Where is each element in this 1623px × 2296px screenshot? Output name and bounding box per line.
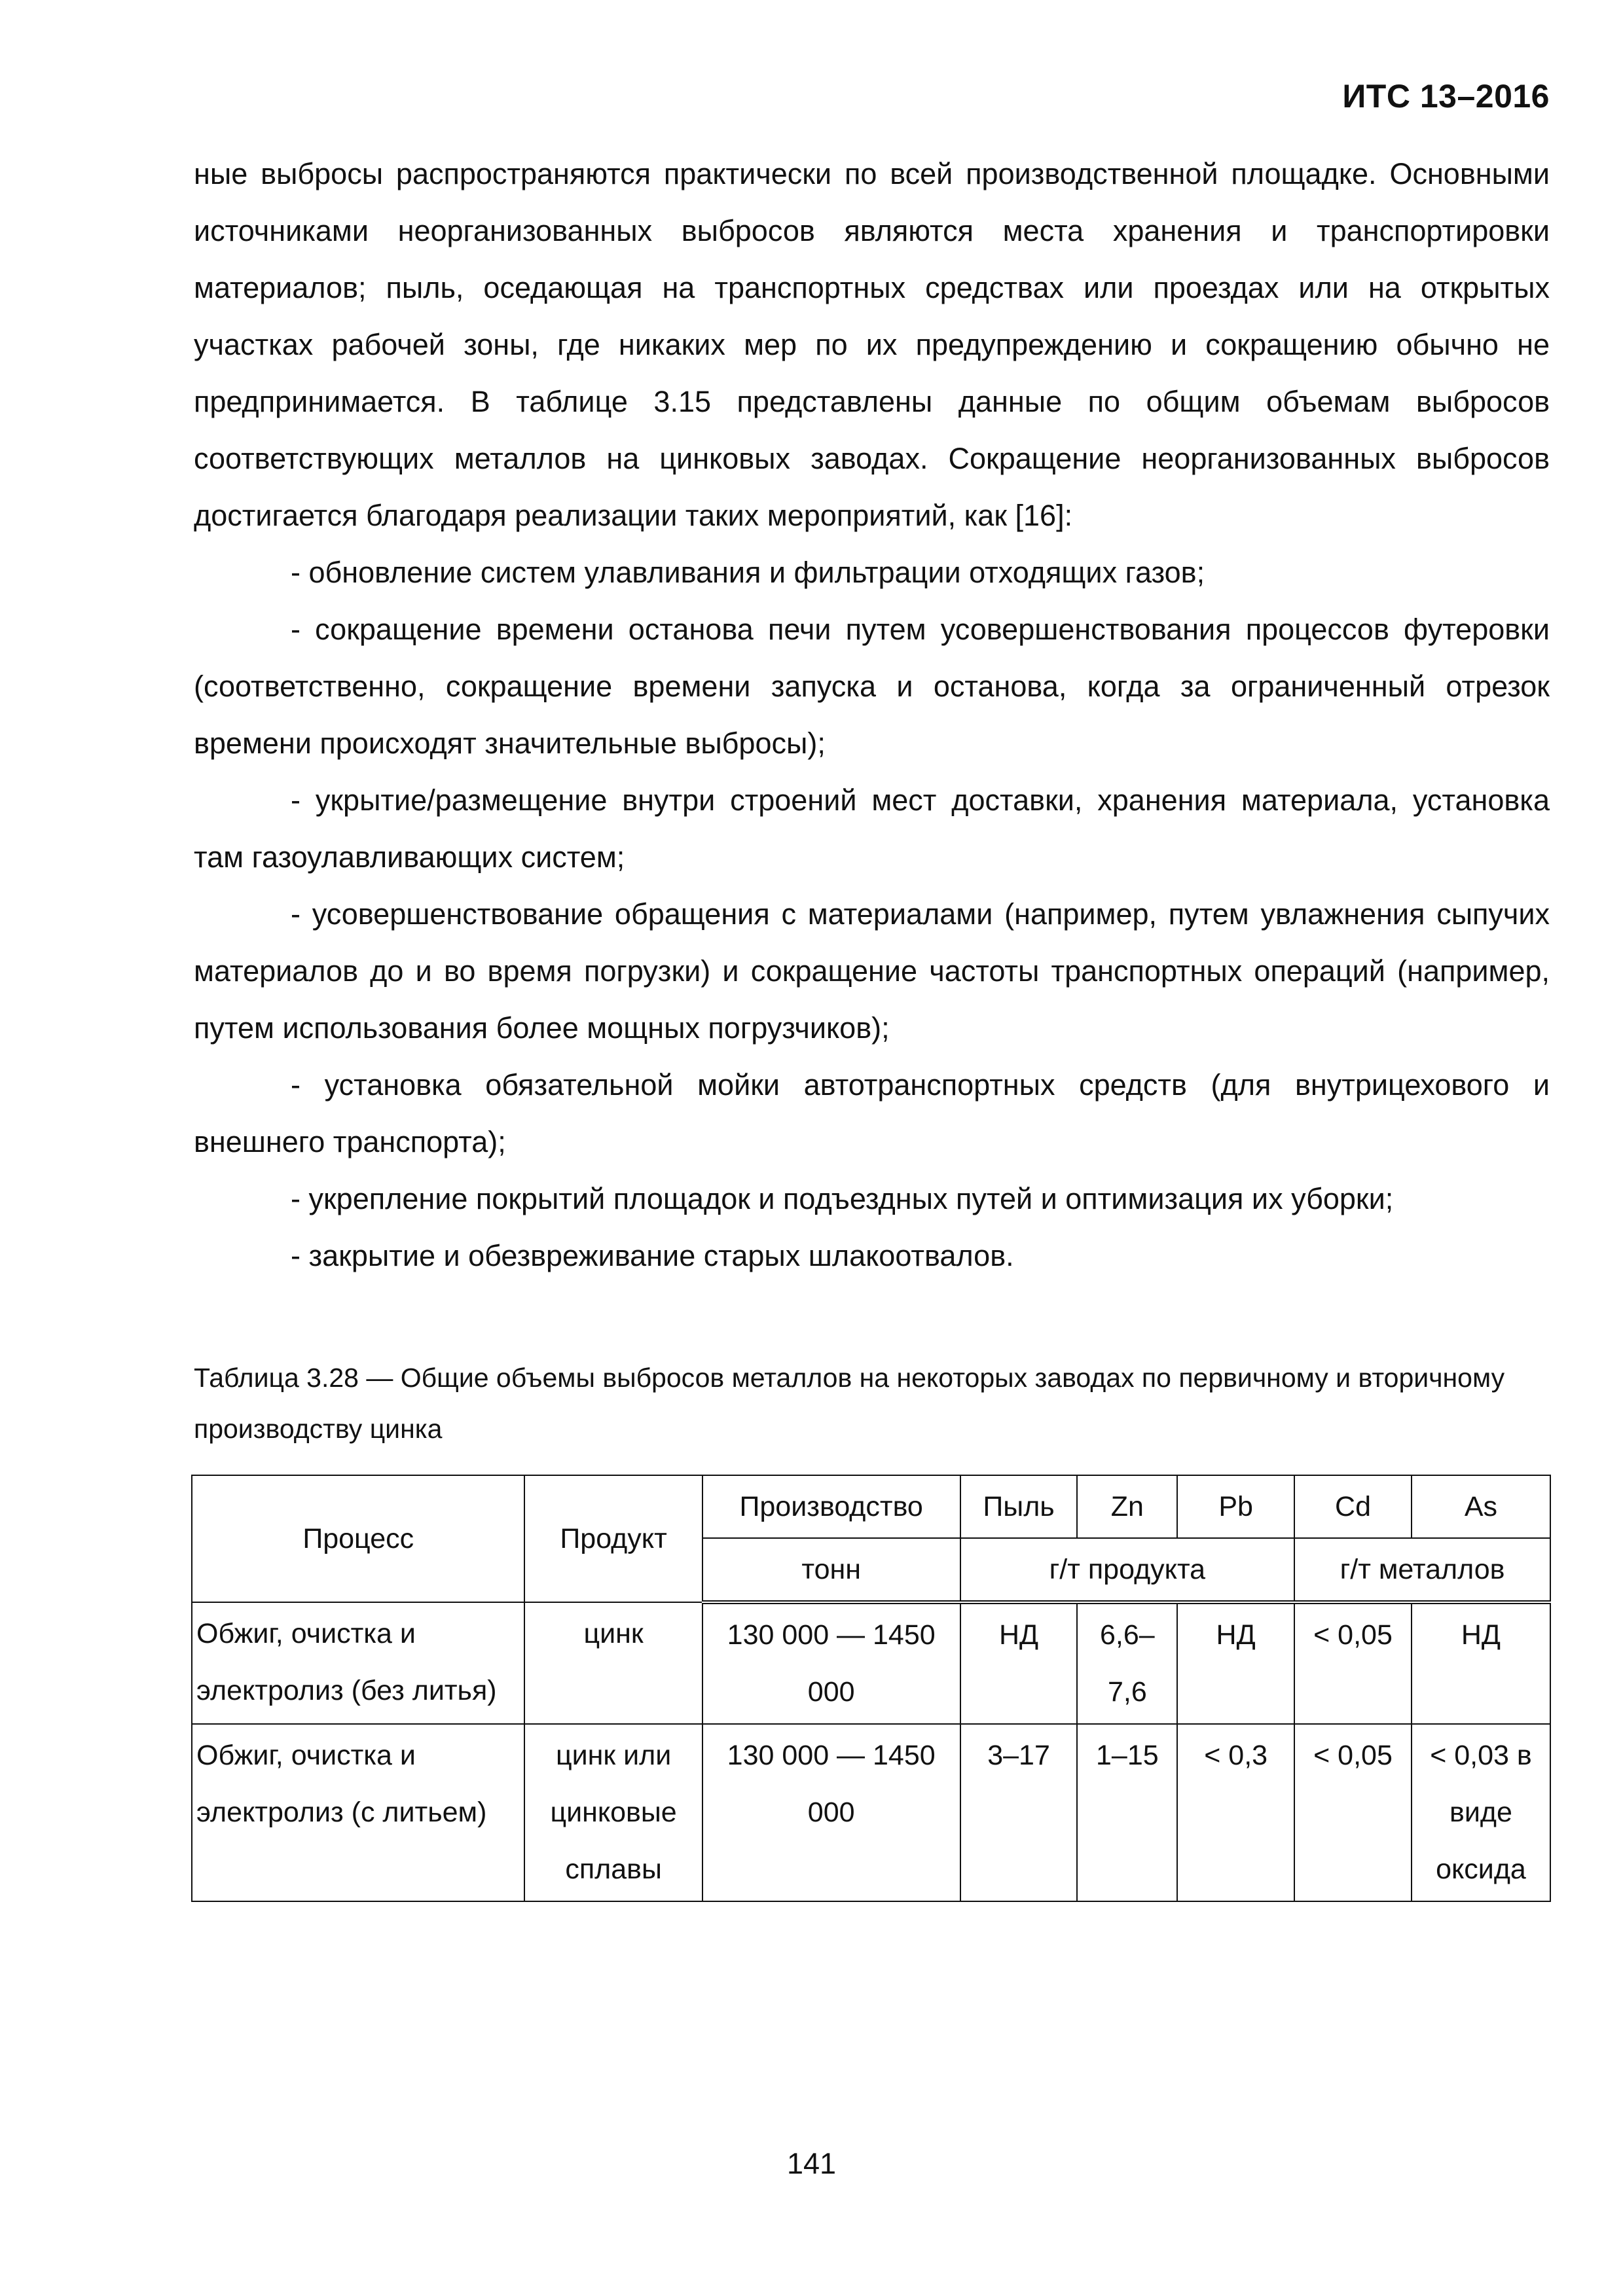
cell-process: Обжиг, очистка и электролиз (без литья) (192, 1602, 524, 1724)
cell-pb: < 0,3 (1177, 1724, 1294, 1901)
header-production: Производство (702, 1475, 960, 1538)
cell-zn: 1–15 (1077, 1724, 1177, 1901)
cell-cd: < 0,05 (1294, 1602, 1412, 1724)
unit-product: г/т продукта (960, 1538, 1294, 1602)
table-row (192, 1602, 1550, 1724)
cell-production: 130 000 — 1450 000 (702, 1602, 960, 1724)
header-process: Процесс (192, 1475, 524, 1602)
list-item: - укрытие/размещение внутри строений мест доставки, хранения материала, установка там газоулавливающих систем; (194, 783, 1550, 874)
table-caption-text: Таблица 3.28 — Общие объемы выбросов металлов на некоторых заводах по первичному и вторичному производству цинка (194, 1363, 1505, 1444)
cell-dust: НД (960, 1602, 1078, 1724)
table-header-row (192, 1475, 1550, 1538)
header-product: Продукт (524, 1475, 702, 1602)
emissions-table (191, 1475, 1551, 1902)
cell-product: цинк или цинковые сплавы (524, 1724, 702, 1901)
unit-tons: тонн (702, 1538, 960, 1602)
cell-as: НД (1412, 1602, 1550, 1724)
header-zn: Zn (1077, 1475, 1177, 1538)
header-as: As (1412, 1475, 1550, 1538)
cell-zn: 6,6–7,6 (1077, 1602, 1177, 1724)
cell-product: цинк (524, 1602, 702, 1724)
table-row (192, 1724, 1550, 1901)
header-dust: Пыль (960, 1475, 1078, 1538)
unit-metals: г/т металлов (1294, 1538, 1550, 1602)
list-item: - усовершенствование обращения с материалами (например, путем увлажнения сыпучих материалов до и во время погрузки) и сокращение частоты транспортных операций (например, путем использования более мощных погрузчиков); (194, 897, 1550, 1045)
table-caption (194, 1352, 1550, 1454)
page-number: 141 (786, 2147, 837, 2180)
cell-dust: 3–17 (960, 1724, 1078, 1901)
list-item: - укрепление покрытий площадок и подъездных путей и оптимизация их уборки; (291, 1182, 1394, 1215)
body-text (194, 145, 1550, 1284)
cell-cd: < 0,05 (1294, 1724, 1412, 1901)
cell-as: < 0,03 в виде оксида (1412, 1724, 1550, 1901)
cell-production: 130 000 — 1450 000 (702, 1724, 960, 1901)
list-item: - обновление систем улавливания и фильтрации отходящих газов; (291, 556, 1205, 589)
list-item: - установка обязательной мойки автотранспортных средств (для внутрицехового и внешнего транспорта); (194, 1068, 1550, 1158)
cell-pb: НД (1177, 1602, 1294, 1724)
document-code-header: ИТС 13–2016 (1342, 78, 1550, 115)
header-pb: Pb (1177, 1475, 1294, 1538)
list-item: - закрытие и обезвреживание старых шлакоотвалов. (291, 1239, 1014, 1272)
cell-process: Обжиг, очистка и электролиз (с литьем) (192, 1724, 524, 1901)
header-cd: Cd (1294, 1475, 1412, 1538)
paragraph-intro: ные выбросы распространяются практически по всей производственной площадке. Основными источниками неорганизованных выбросов являются места хранения и транспортировки материалов; пыль, оседающая на транспортных средствах или проездах или на открытых участках рабочей зоны, где никаких мер по их предупреждению и сокращению обычно не предпринимается. В таблице 3.15 представлены данные по общим объемам выбросов соответствующих металлов на цинковых заводах. Сокращение неорганизованных выбросов достигается благодаря реализации таких мероприятий, как [16]: (194, 157, 1550, 532)
list-item: - сокращение времени останова печи путем усовершенствования процессов футеровки (соответственно, сокращение времени запуска и останова, когда за ограниченный отрезок времени происходят значительные выбросы); (194, 613, 1550, 760)
